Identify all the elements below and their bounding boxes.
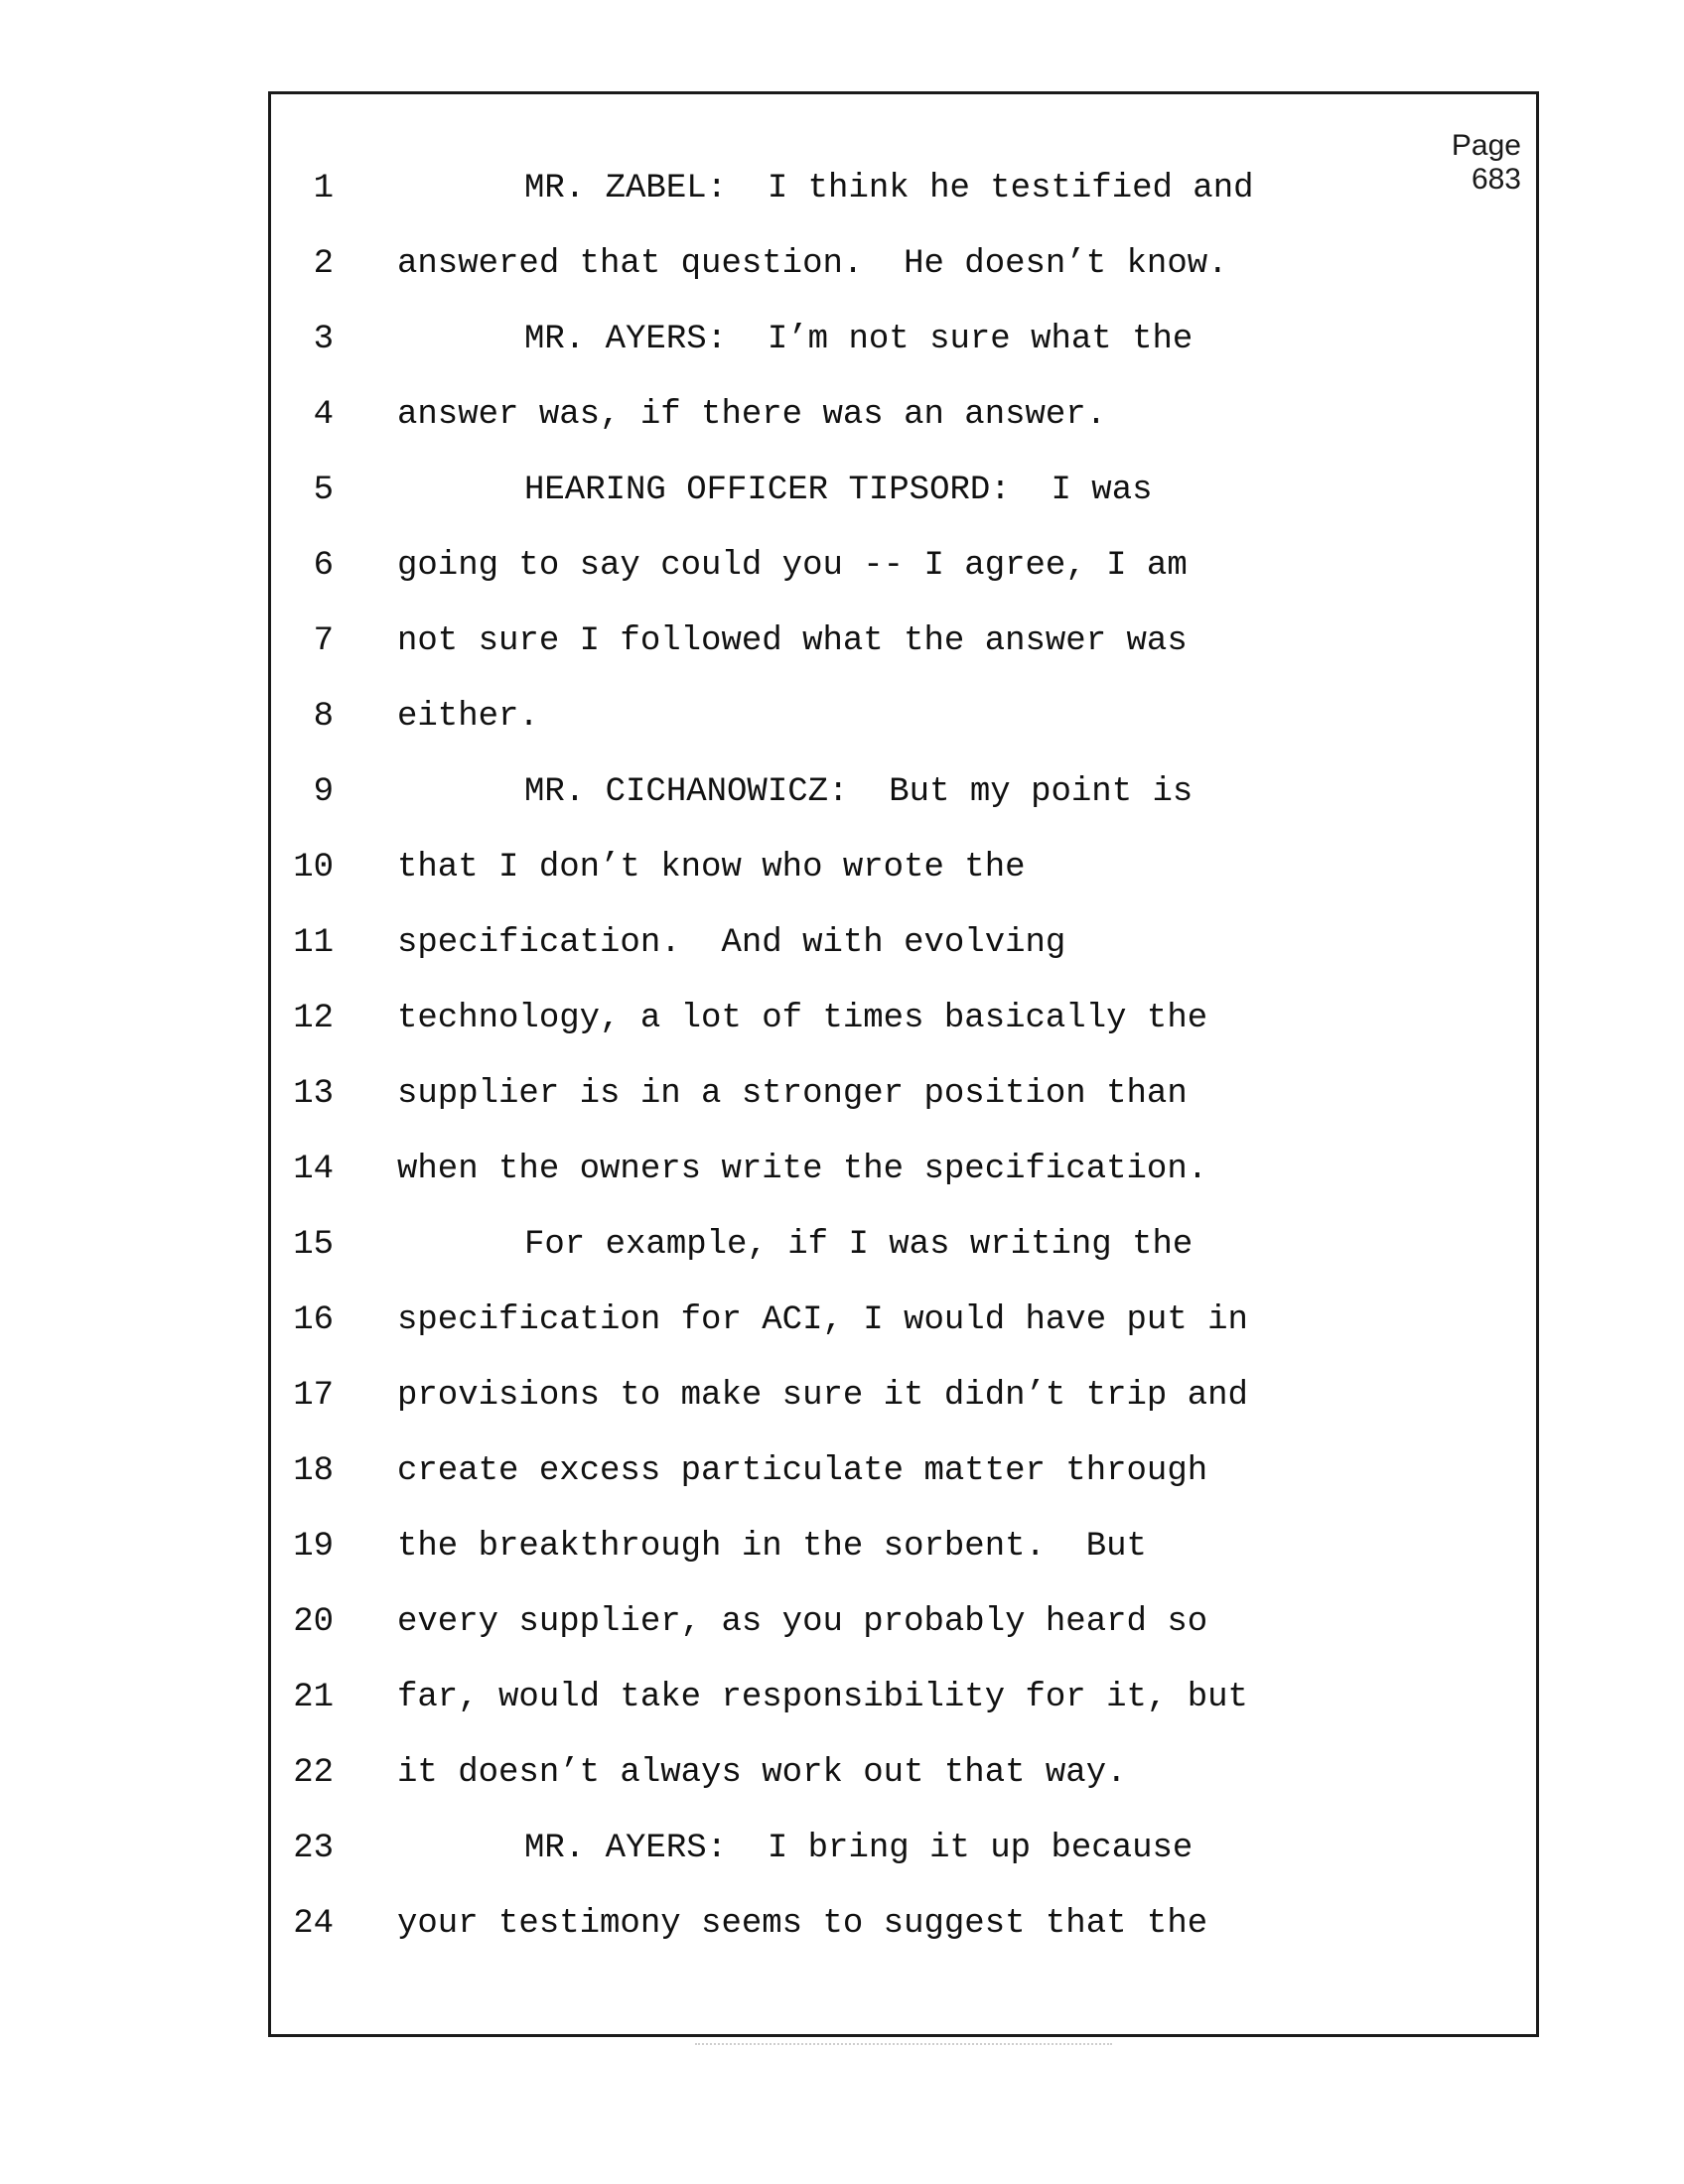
line-number: 20	[293, 1603, 334, 1641]
transcript-line	[0, 1225, 1684, 1300]
transcript-line	[0, 772, 1684, 848]
line-text: specification. And with evolving	[397, 924, 1066, 962]
transcript-line	[0, 1376, 1684, 1451]
line-number: 13	[293, 1075, 334, 1113]
line-number: 24	[293, 1905, 334, 1943]
transcript-line	[0, 621, 1684, 697]
transcript-line	[0, 1300, 1684, 1376]
transcript-line	[0, 1150, 1684, 1225]
line-text: far, would take responsibility for it, but	[397, 1679, 1248, 1716]
line-text: going to say could you -- I agree, I am	[397, 547, 1188, 585]
line-text: specification for ACI, I would have put in	[397, 1301, 1248, 1339]
line-number: 19	[293, 1528, 334, 1566]
line-number: 3	[313, 321, 334, 358]
line-number: 15	[293, 1226, 334, 1264]
transcript-line	[0, 697, 1684, 772]
line-number: 17	[293, 1377, 334, 1415]
line-text: MR. ZABEL: I think he testified and	[524, 170, 1254, 207]
line-number: 16	[293, 1301, 334, 1339]
line-text: answer was, if there was an answer.	[397, 396, 1107, 434]
line-number: 5	[313, 472, 334, 509]
line-text: your testimony seems to suggest that the	[397, 1905, 1208, 1943]
transcript-line	[0, 395, 1684, 471]
line-text: answered that question. He doesn’t know.	[397, 245, 1228, 283]
line-number: 10	[293, 849, 334, 887]
line-text: MR. AYERS: I bring it up because	[524, 1830, 1193, 1867]
transcript-line	[0, 169, 1684, 244]
line-text: every supplier, as you probably heard so	[397, 1603, 1208, 1641]
line-number: 9	[313, 773, 334, 811]
line-text: that I don’t know who wrote the	[397, 849, 1026, 887]
line-text: supplier is in a stronger position than	[397, 1075, 1188, 1113]
line-number: 12	[293, 1000, 334, 1037]
line-text: MR. AYERS: I’m not sure what the	[524, 321, 1193, 358]
transcript-line	[0, 471, 1684, 546]
line-number: 23	[293, 1830, 334, 1867]
transcript-line	[0, 999, 1684, 1074]
transcript-line	[0, 1829, 1684, 1904]
line-text: the breakthrough in the sorbent. But	[397, 1528, 1147, 1566]
line-text: it doesn’t always work out that way.	[397, 1754, 1127, 1792]
line-number: 22	[293, 1754, 334, 1792]
line-number: 1	[313, 170, 334, 207]
transcript-line	[0, 1451, 1684, 1527]
line-number: 4	[313, 396, 334, 434]
line-number: 6	[313, 547, 334, 585]
transcript-line	[0, 244, 1684, 320]
line-text: For example, if I was writing the	[524, 1226, 1193, 1264]
line-number: 21	[293, 1679, 334, 1716]
transcript-line	[0, 1678, 1684, 1753]
transcript-line	[0, 848, 1684, 923]
line-text: provisions to make sure it didn’t trip and	[397, 1377, 1248, 1415]
line-text: MR. CICHANOWICZ: But my point is	[524, 773, 1193, 811]
transcript-line	[0, 1753, 1684, 1829]
line-number: 11	[293, 924, 334, 962]
transcript-line	[0, 320, 1684, 395]
transcript-line	[0, 1074, 1684, 1150]
line-number: 14	[293, 1151, 334, 1188]
transcript-line	[0, 546, 1684, 621]
line-text: either.	[397, 698, 539, 736]
page-number: Page 683	[1451, 129, 1521, 196]
line-number: 2	[313, 245, 334, 283]
line-number: 8	[313, 698, 334, 736]
line-text: technology, a lot of times basically the	[397, 1000, 1208, 1037]
line-text: create excess particulate matter through	[397, 1452, 1208, 1490]
transcript-line	[0, 1602, 1684, 1678]
line-text: when the owners write the specification.	[397, 1151, 1208, 1188]
transcript-line	[0, 923, 1684, 999]
transcript-line	[0, 1904, 1684, 1979]
line-text: not sure I followed what the answer was	[397, 622, 1188, 660]
line-text: HEARING OFFICER TIPSORD: I was	[524, 472, 1153, 509]
scan-artifact	[695, 2043, 1112, 2047]
line-number: 18	[293, 1452, 334, 1490]
line-number: 7	[313, 622, 334, 660]
transcript-line	[0, 1527, 1684, 1602]
